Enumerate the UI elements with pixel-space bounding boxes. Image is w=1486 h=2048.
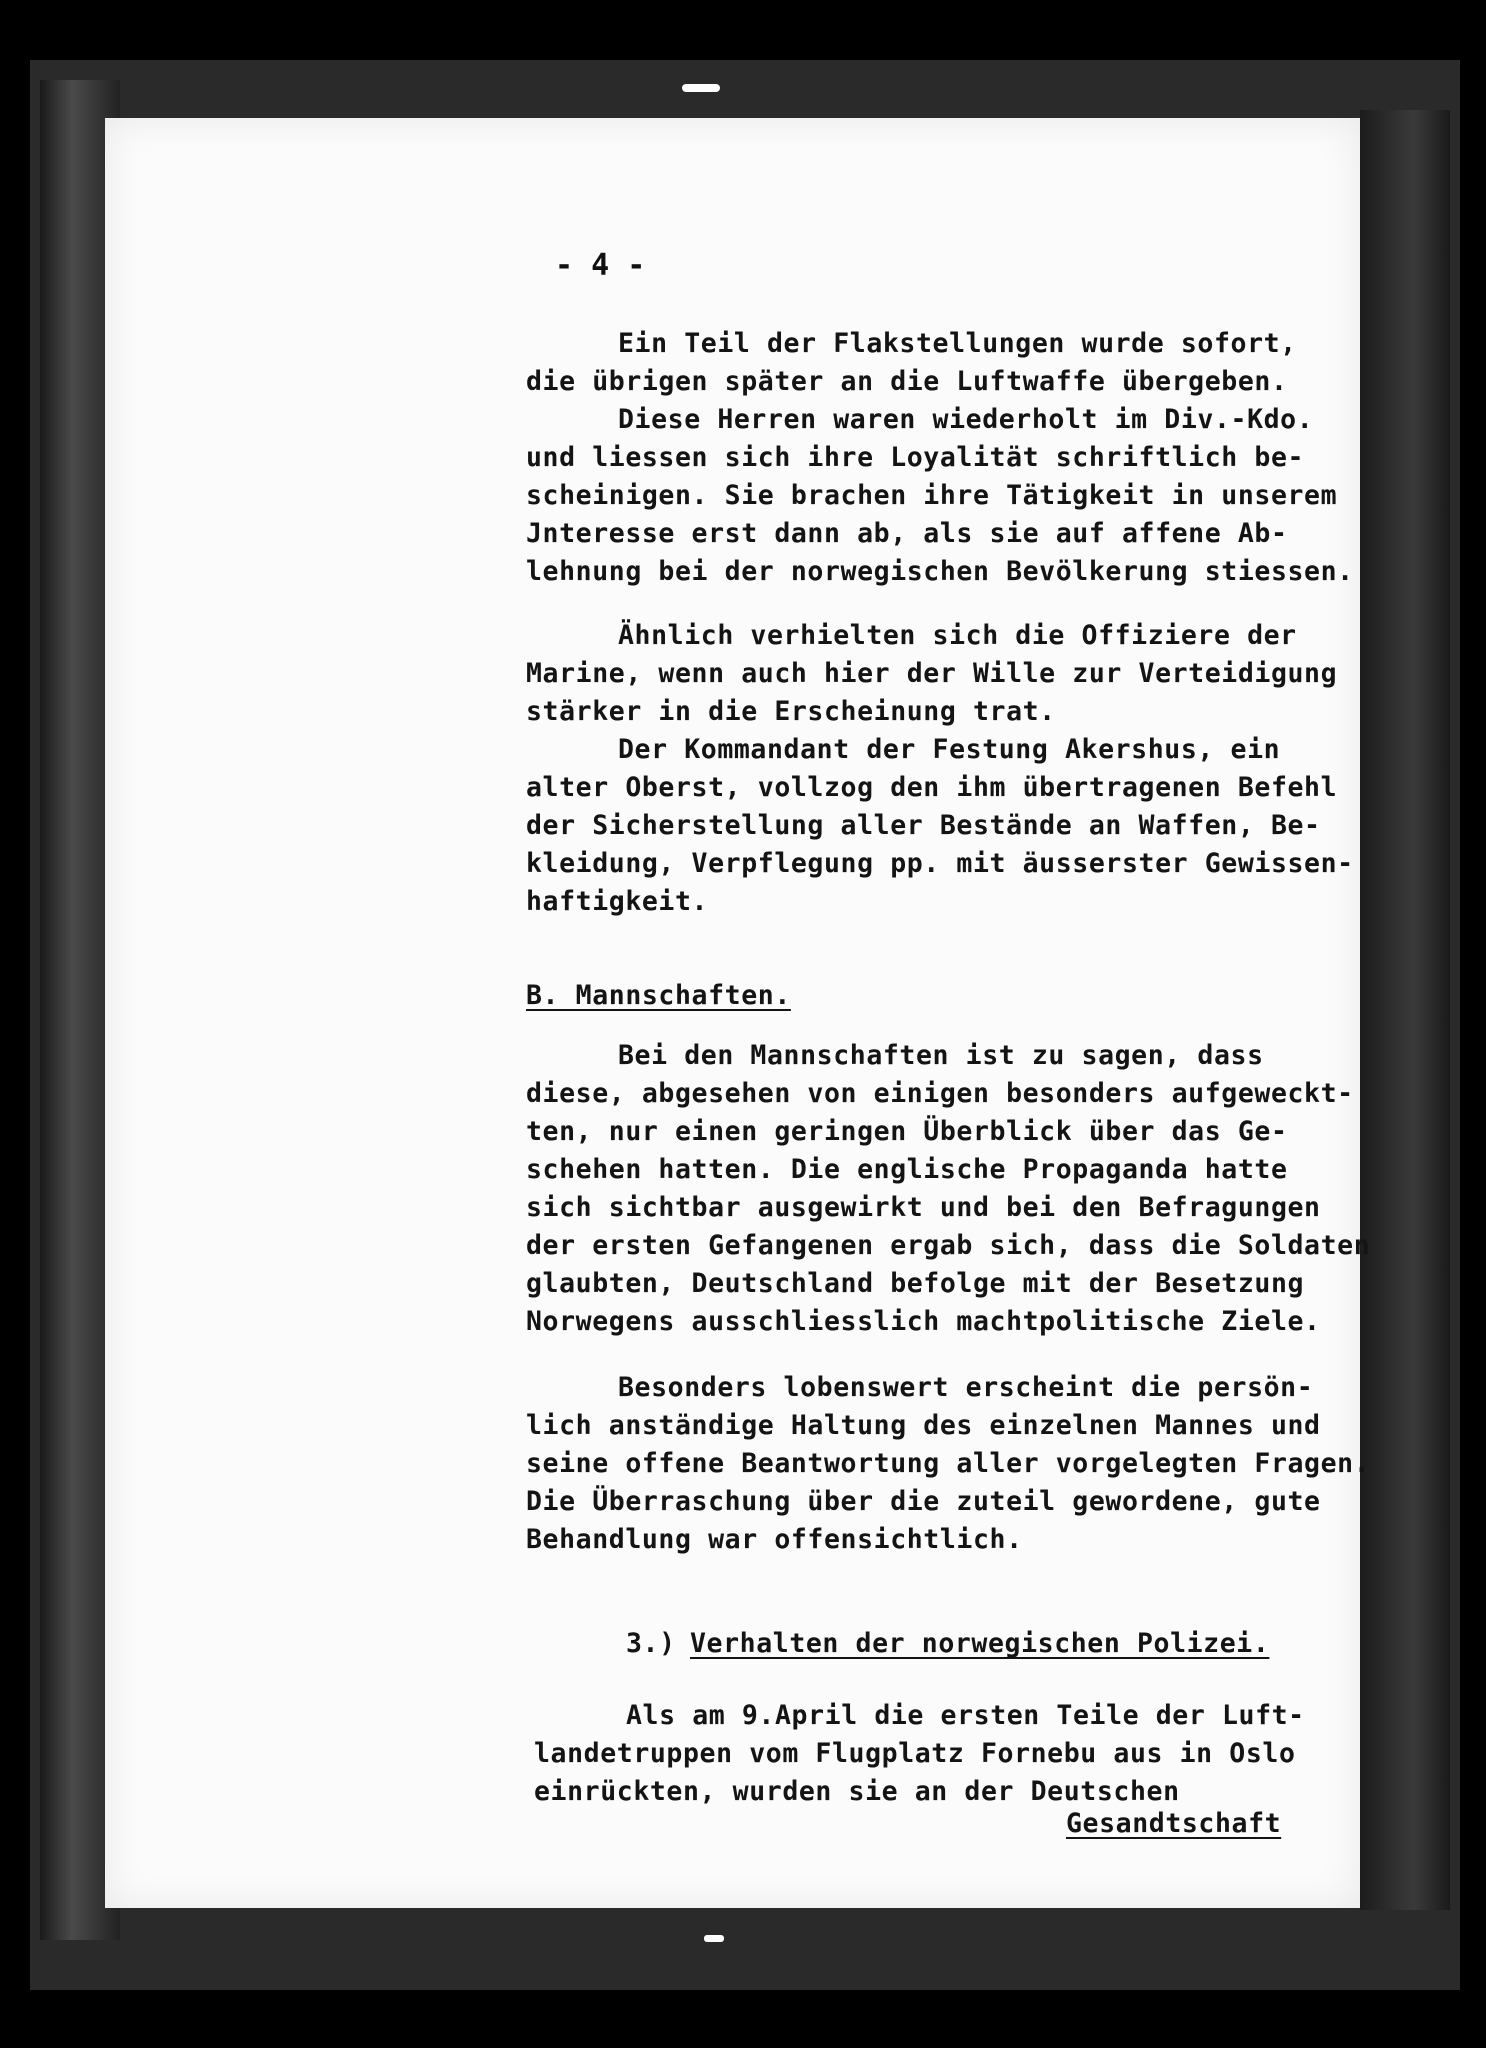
text-line: Besonders lobenswert erscheint die persön- (618, 1372, 1314, 1403)
text-line: Bei den Mannschaften ist zu sagen, dass (618, 1040, 1264, 1071)
text-line: diese, abgesehen von einigen besonders aufgeweckt- (526, 1078, 1354, 1109)
scan-right-edge (1360, 110, 1450, 1910)
text-line: ten, nur einen geringen Überblick über das Ge- (526, 1116, 1288, 1147)
text-line: sich sichtbar ausgewirkt und bei den Befragungen (526, 1192, 1321, 1223)
text-line: Diese Herren waren wiederholt im Div.-Kdo. (618, 404, 1314, 435)
text-line: stärker in die Erscheinung trat. (526, 696, 1056, 727)
text-line: und liessen sich ihre Loyalität schriftlich be- (526, 442, 1305, 473)
section-heading: B. Mannschaften. (526, 980, 791, 1011)
scan-marker-bottom (704, 1935, 724, 1942)
text-line: Marine, wenn auch hier der Wille zur Verteidigung (526, 658, 1338, 689)
text-line: einrückten, wurden sie an der Deutschen (534, 1776, 1180, 1807)
text-line: Norwegens ausschliesslich machtpolitische Ziele. (526, 1306, 1321, 1337)
text-line: lehnung bei der norwegischen Bevölkerung stiessen. (526, 556, 1354, 587)
text-line: Behandlung war offensichtlich. (526, 1524, 1023, 1555)
text-line: scheinigen. Sie brachen ihre Tätigkeit in unserem (526, 480, 1338, 511)
text-line: Der Kommandant der Festung Akershus, ein (618, 734, 1281, 765)
text-line: der ersten Gefangenen ergab sich, dass die Soldaten (526, 1230, 1371, 1261)
scan-marker-top (682, 84, 720, 92)
text-line: haftigkeit. (526, 886, 709, 917)
text-line: alter Oberst, vollzog den ihm übertragenen Befehl (526, 772, 1338, 803)
text-line: schehen hatten. Die englische Propaganda hatte (526, 1154, 1288, 1185)
text-line: Als am 9.April die ersten Teile der Luft- (626, 1700, 1305, 1731)
text-line: der Sicherstellung aller Bestände an Waffen, Be- (526, 810, 1321, 841)
page-number: - 4 - (555, 248, 646, 283)
text-line: Die Überraschung über die zuteil gewordene, gute (526, 1486, 1321, 1517)
section-heading: Verhalten der norwegischen Polizei. (690, 1628, 1270, 1659)
catchword: Gesandtschaft (1066, 1808, 1282, 1839)
text-line: glaubten, Deutschland befolge mit der Besetzung (526, 1268, 1305, 1299)
section-number: 3.) (626, 1628, 676, 1659)
text-line: landetruppen vom Flugplatz Fornebu aus in Oslo (534, 1738, 1296, 1769)
text-line: kleidung, Verpflegung pp. mit äusserster Gewissen- (526, 848, 1354, 879)
text-line: Ähnlich verhielten sich die Offiziere der (618, 620, 1297, 651)
text-line: Jnteresse erst dann ab, als sie auf affene Ab- (526, 518, 1288, 549)
text-line: die übrigen später an die Luftwaffe übergeben. (526, 366, 1288, 397)
text-line: seine offene Beantwortung aller vorgelegten Fragen. (526, 1448, 1371, 1479)
text-line: lich anständige Haltung des einzelnen Mannes und (526, 1410, 1321, 1441)
text-line: Ein Teil der Flakstellungen wurde sofort, (618, 328, 1297, 359)
